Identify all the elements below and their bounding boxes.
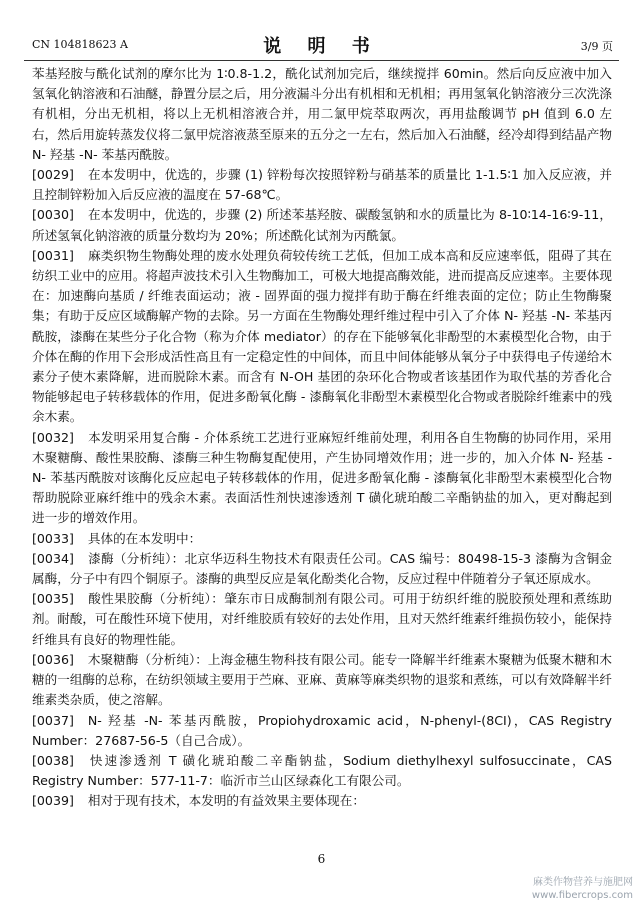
paragraph bbox=[32, 165, 612, 205]
paragraph-text: 本发明采用复合酶 - 介体系统工艺进行亚麻短纤维前处理，利用各自生物酶的协同作用，采用木聚糖酶、酸性果胶酶、漆酶三种生物酶复配使用，产生协同增效作用；进一步的，加入介体 N- 羟基 -N- 苯基丙酰胺对该酶化反应起电子转移载体的作用，促进多酚氧化酶 - 漆酶氧化非酚型木素模型化合物帮助脱除亚麻纤维中的残余木素。表面活性剂快速渗透剂 T 磺化琥珀酸二辛酯钠盐的加入，更对酶起到进一步的增效作用。 bbox=[32, 429, 612, 526]
paragraph-text: 相对于现有技术，本发明的有益效果主要体现在： bbox=[87, 793, 365, 809]
paragraph bbox=[32, 64, 612, 165]
paragraph-text: 在本发明中，优选的，步骤 (1) 锌粉每次按照锌粉与硝基苯的质量比 1-1.5∶1 加入反应液，并且控制锌粉加入后反应液的温度在 57-68℃。 bbox=[32, 167, 612, 203]
paragraph-number: [0033] bbox=[32, 530, 74, 546]
paragraph-number: [0039] bbox=[32, 793, 74, 809]
paragraph bbox=[32, 529, 612, 549]
watermark-url: www.fibercrops.com bbox=[531, 890, 633, 901]
paragraph bbox=[32, 751, 612, 791]
header-divider bbox=[24, 60, 619, 61]
paragraph-number: [0037] bbox=[32, 712, 74, 728]
paragraph bbox=[32, 791, 612, 811]
paragraph bbox=[32, 205, 612, 245]
paragraph-text: 具体的在本发明中： bbox=[87, 530, 202, 546]
document-header bbox=[24, 30, 619, 58]
paragraph-text: 在本发明中，优选的，步骤 (2) 所述苯基羟胺、碳酸氢钠和水的质量比为 8-10∶14-16∶9-11，所述氢氧化钠溶液的质量分数均为 20%；所述酰化试剂为丙酰氯。 bbox=[32, 207, 612, 243]
paragraph-number: [0036] bbox=[32, 651, 74, 667]
paragraph-text: 苯基羟胺与酰化试剂的摩尔比为 1∶0.8-1.2，酰化试剂加完后，继续搅拌 60min。然后向反应液中加入氢氧化钠溶液和石油醚，静置分层之后，用分液漏斗分出有机相和无机相；再用氢氧化钠溶液分三次洗涤有机相，分出无机相，将以上无机相溶液合并，用二氯甲烷萃取两次，再用盐酸调节 pH 值到 6.0 左右，然后用旋转蒸发仪将二氯甲烷溶液蒸至原来的五分之一左右，然后加入石油醚，经冷却得到结晶产物 N- 羟基 -N- 苯基丙酰胺。 bbox=[32, 66, 612, 162]
document-title: 说 明 书 bbox=[263, 36, 380, 57]
paragraph-number: [0029] bbox=[32, 167, 74, 183]
paragraph bbox=[32, 428, 612, 529]
paragraph-text: 漆酶（分析纯）：北京华迈科生物技术有限责任公司。CAS 编号：80498-15-3 漆酶为含铜金属酶，分子中有四个铜原子。漆酶的典型反应是氧化酚类化合物，反应过程中伴随着分子氧还原成水。 bbox=[32, 550, 612, 587]
paragraph-text: 酸性果胶酶（分析纯）：肇东市日成酶制剂有限公司。可用于纺织纤维的脱胶预处理和煮练助剂。耐酸，可在酸性环境下使用，对纤维胶质有较好的去处作用，且对天然纤维素纤维损伤较小，能保持纤维具有良好的物理性能。 bbox=[32, 591, 612, 647]
paragraph bbox=[32, 549, 612, 589]
paragraph-number: [0030] bbox=[32, 207, 74, 223]
paragraph-number: [0032] bbox=[32, 429, 74, 445]
paragraph-text: 麻类织物生物酶处理的废水处理负荷较传统工艺低，但加工成本高和反应速率低，阻碍了其在纺织工业中的应用。将超声波技术引入生物酶加工，可极大地提高酶效能，进而提高反应速率。主要体现在：加速酶向基质 / 纤维表面运动；液 - 固界面的强力搅拌有助于酶在纤维表面的定位；防止生物酶聚集；有助于反应区域酶解产物的去除。另一方面在生物酶处理纤维过程中引入了介体 N- 羟基 -N- 苯基丙酰胺，漆酶在某些分子化合物（称为介体 mediator）的存在下能够氧化非酚型的木素模型化合物，由于介体在酶的作用下会形成活性高且有一定稳定性的中间体，而且中间体能够从氧分子中获得电子传递给木素分子使木素降解，进而脱除木素。而含有 N-OH 基团的杂环化合物或者该基团作为取代基的芳香化合物能够起电子转移载体的作用，促进多酚氧化酶 - 漆酶氧化非酚型木素模型化合物或者脱除纤维素中的残余木素。 bbox=[32, 247, 612, 425]
watermark bbox=[532, 876, 633, 902]
paragraph-number: [0031] bbox=[32, 247, 74, 263]
paragraph-text: 木聚糖酶（分析纯）：上海金穗生物科技有限公司。能专一降解半纤维素木聚糖为低聚木糖和木糖的一组酶的总称，在纺织领域主要用于苎麻、亚麻、黄麻等麻类织物的退浆和煮练，可以有效降解半纤维素类杂质，使之溶解。 bbox=[32, 651, 612, 708]
paragraph-number: [0038] bbox=[32, 752, 74, 768]
paragraph bbox=[32, 246, 612, 428]
watermark-text: 麻类作物营养与施肥网 bbox=[533, 877, 633, 888]
paragraph bbox=[32, 711, 612, 751]
paragraph bbox=[32, 589, 612, 650]
paragraph bbox=[32, 650, 612, 711]
page-indicator: 3/9 页 bbox=[580, 40, 613, 53]
page-number: 6 bbox=[317, 852, 326, 866]
patent-number: CN 104818623 A bbox=[32, 38, 128, 51]
paragraph-number: [0035] bbox=[32, 591, 74, 607]
document-body bbox=[32, 64, 612, 812]
paragraph-text: N- 羟基 -N- 苯基丙酰胺，Propiohydroxamic acid，N-phenyl-(8CI)，CAS Registry Number：27687-56-5（自己合成）。 bbox=[32, 712, 612, 748]
paragraph-number: [0034] bbox=[32, 550, 74, 566]
paragraph-text: 快速渗透剂 T 磺化琥珀酸二辛酯钠盐，Sodium diethylhexyl sulfosuccinate，CAS Registry Number：577-11-7：临沂市兰山区绿森化工有限公司。 bbox=[32, 752, 612, 789]
